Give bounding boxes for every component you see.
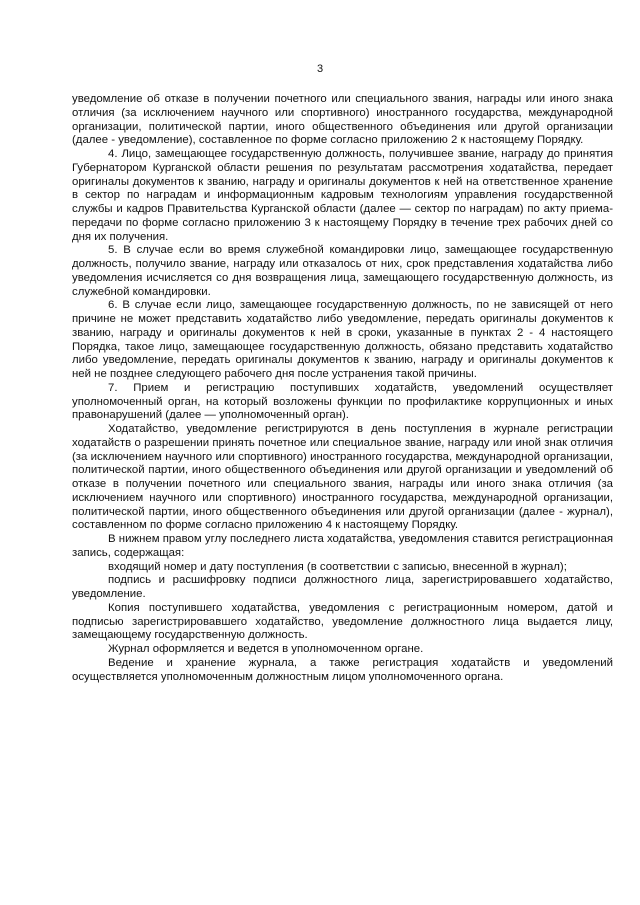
paragraph-record-number: входящий номер и дату поступления (в соответствии с записью, внесенной в журнал); [108, 560, 567, 573]
paragraph-journal-keeping: Ведение и хранение журнала, а также регистрация ходатайств и уведомлений осуществляется уполномоченным должностным лицом уполномоченного органа. [72, 656, 613, 683]
page-number: 3 [316, 63, 324, 75]
paragraph-journal: Журнал оформляется и ведется в уполномоченном органе. [108, 643, 424, 655]
paragraph-continuation: уведомление об отказе в получении почетного или специального звания, награды или иного знака отличия (за исключением научного или спортивного) иностранного государства, международной организации, политической партии, иного общественного объединения или другой организации (далее - уведомление), составленное по форме согласно приложению 2 к настоящему Порядку. [72, 93, 613, 147]
paragraph-item-5: 5. В случае если во время служебной командировки лицо, замещающее государственную должность, получило звание, награду или отказалось от них, срок представления ходатайства либо уведомления исчисляется со дня возвращения лица, замещающего государственную должность, из служебной командировки. [72, 244, 613, 298]
paragraph-record-signature: подпись и расшифровку подписи должностного лица, зарегистрировавшего ходатайство, уведомление. [72, 574, 613, 600]
paragraph-copy: Копия поступившего ходатайства, уведомления с регистрационным номером, датой и подписью зарегистрировавшего ходатайство, уведомление должностного лица выдается лицу, замещающему государственную должность. [72, 601, 613, 642]
paragraph-registration: Ходатайство, уведомление регистрируются в день поступления в журнале регистрации ходатайств о разрешении принять почетное или специальное звание, награду или иной знак отличия (за исключением научного или спортивного) иностранного государства, международной организации, политической партии, иного общественного объединения или другой организации и уведомлений об отказе в получении почетного или специального звания, награды или иного знака отличия (за исключением научного или спортивного) иностранного государства, международной организации, политической партии, иного общественного объединения или другой организации (далее - журнал), составленном по форме согласно приложению 4 к настоящему Порядку. [72, 423, 613, 532]
paragraph-registration-record: В нижнем правом углу последнего листа ходатайства, уведомления ставится регистрационная запись, содержащая: [72, 533, 613, 559]
paragraph-item-4: 4. Лицо, замещающее государственную должность, получившее звание, награду до принятия Губернатором Курганской области решения по результатам рассмотрения ходатайства, передает оригиналы документов к званию, награду и оригиналы документов к ней на ответственное хранение в сектор по наградам и информационным кадровым технологиям управления государственной службы и кадров Правительства Курганской области (далее — сектор по наградам) по акту приема-передачи по форме согласно приложению 3 к настоящему Порядку в течение трех рабочих дней со дня их получения. [72, 148, 613, 243]
paragraph-item-6: 6. В случае если лицо, замещающее государственную должность, по не зависящей от него причине не может представить ходатайство либо уведомление, передать оригиналы документов к званию, награду и оригиналы документов к ней в сроки, указанные в пунктах 2 - 4 настоящего Порядка, такое лицо, замещающее государственную должность, обязано представить ходатайство либо уведомление, передать оригиналы документов к званию, награду и оригиналы документов к ней не позднее следующего рабочего дня после устранения такой причины. [72, 299, 613, 380]
document-body [72, 93, 613, 684]
paragraph-item-7: 7. Прием и регистрацию поступивших ходатайств, уведомлений осуществляет уполномоченный орган, на который возложены функции по профилактике коррупционных и иных правонарушений (далее — уполномоченный орган). [72, 381, 613, 422]
